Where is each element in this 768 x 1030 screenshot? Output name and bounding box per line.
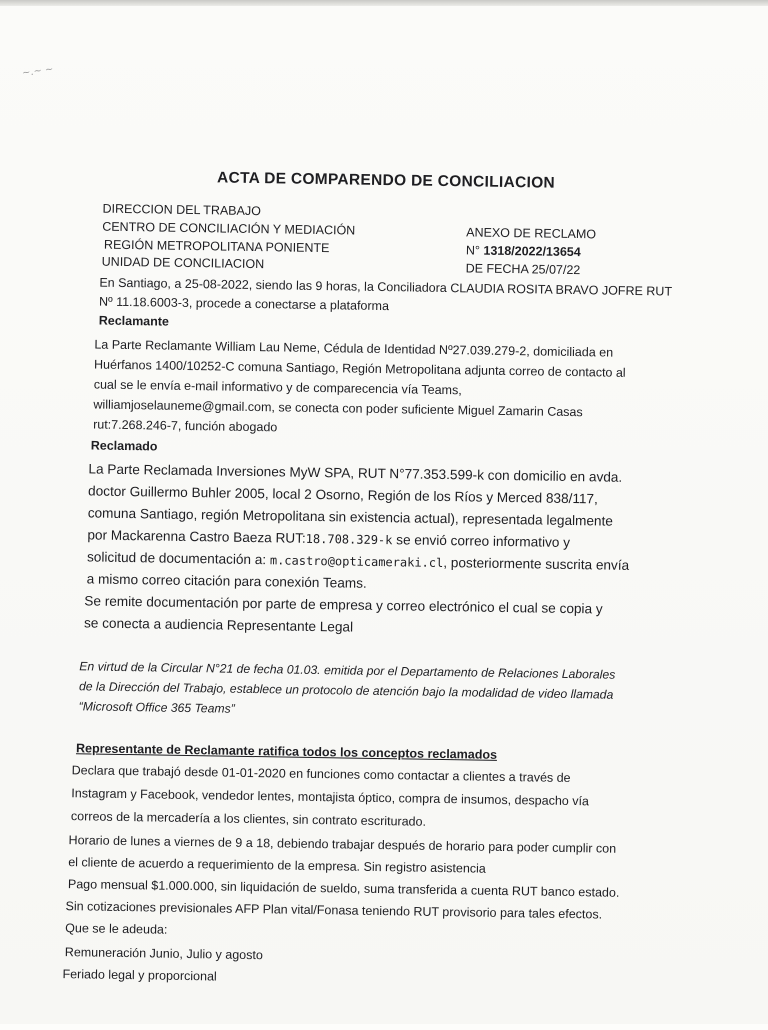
ratifica-heading: Representante de Reclamante ratifica todos los conceptos reclamados — [75, 741, 498, 762]
intro-line: En Santiago, a 25-08-2022, siendo las 9 horas, la Conciliadora CLAUDIA ROSITA BRAVO JOFRE RUT — [99, 275, 673, 299]
reclamado-line: comuna Santiago, región Metropolitana sin existencia actual), representada legalmente — [87, 505, 614, 529]
reclamado-line: La Parte Reclamada Inversiones MyW SPA, RUT N°77.353.599-k con domicilio en avda. — [88, 461, 623, 485]
header-left-line: REGIÓN METROPOLITANA PONIENTE — [103, 237, 330, 256]
circular-line: “Microsoft Office 365 Teams” — [78, 699, 235, 716]
reclamado-heading: Reclamado — [90, 438, 158, 454]
intro-line: Nº 11.18.6003-3, procede a conectarse a plataforma — [98, 294, 390, 314]
ratifica-line: Sin cotizaciones previsionales AFP Plan vital/Fonasa teniendo RUT provisorio para tales efectos. — [65, 899, 603, 922]
reclamante-line: Huérfanos 1400/10252-C comuna Santiago, Región Metropolitana adjunta correo de contacto al — [93, 357, 626, 380]
reclamado-rut-line: por Mackarenna Castro Baeza RUT:18.708.329-k se envió correo informativo y — [87, 527, 571, 550]
ratifica-line: Horario de lunes a viernes de 9 a 18, debiendo trabajar después de horario para poder cumplir con — [68, 833, 617, 856]
ratifica-line: Remuneración Junio, Julio y agosto — [64, 945, 263, 963]
header-left-line: CENTRO DE CONCILIACIÓN Y MEDIACIÓN — [102, 219, 356, 238]
ratifica-line: Declara que trabajó desde 01-01-2020 en funciones como contactar a clientes a través de — [71, 763, 571, 786]
email-address: m.castro@opticameraki.cl — [269, 553, 444, 571]
reclamante-line: rut:7.268.246-7, función abogado — [93, 417, 278, 435]
ratifica-line: el cliente de acuerdo a requerimiento de la empresa. Sin registro asistencia — [68, 855, 486, 876]
reclamado-line: a mismo correo citación para conexión Teams. — [86, 571, 367, 591]
reclamante-line: williamjoselauneme@gmail.com, se conecta con poder suficiente Miguel Zamarin Casas — [93, 397, 583, 420]
claim-date: DE FECHA 25/07/22 — [465, 261, 581, 278]
ratifica-line: Feriado legal y proporcional — [62, 967, 217, 984]
reclamado-line: doctor Guillermo Buhler 2005, local 2 Osorno, Región de los Ríos y Merced 838/117, — [87, 483, 598, 507]
ratifica-line: correos de la mercadería a los clientes, sin contrato escriturado. — [70, 809, 427, 829]
reclamado-line: se conecta a audiencia Representante Legal — [83, 615, 354, 635]
document-title: ACTA DE COMPARENDO DE CONCILIACION — [216, 169, 556, 192]
ratifica-line: Instagram y Facebook, vendedor lentes, montajista óptico, compra de insumos, despacho vía — [71, 786, 590, 809]
reclamado-line: Se remite documentación por parte de empresa y correo electrónico el cual se copia y — [84, 593, 603, 617]
reclamante-line: La Parte Reclamante William Lau Neme, Cédula de Identidad Nº27.039.279-2, domiciliada en — [94, 337, 614, 360]
reclamante-heading: Reclamante — [98, 313, 170, 329]
ratifica-line: Pago mensual $1.000.000, sin liquidación de sueldo, suma transferida a cuenta RUT banco estado. — [67, 877, 620, 900]
pen-mark: ~.~ ~ — [21, 63, 55, 80]
circular-line: de la Dirección del Trabajo, establece un protocolo de atención bajo la modalidad de video llamada — [78, 679, 614, 702]
reclamante-line: cual se le envía e-mail informativo y de comparecencia vía Teams, — [93, 377, 462, 398]
circular-line: En virtud de la Circular N°21 de fecha 01.03. emitida por el Departamento de Relaciones Laborales — [79, 659, 616, 682]
reclamado-email-line: solicitud de documentación a: m.castro@opticameraki.cl, posteriormente suscrita envía — [86, 549, 630, 573]
header-left-line: UNIDAD DE CONCILIACION — [101, 254, 265, 272]
annex-label: ANEXO DE RECLAMO — [466, 225, 597, 242]
header-left-line: DIRECCION DEL TRABAJO — [102, 201, 262, 219]
claim-number: N° 1318/2022/13654 — [465, 243, 581, 260]
ratifica-line: Que se le adeuda: — [65, 921, 168, 937]
